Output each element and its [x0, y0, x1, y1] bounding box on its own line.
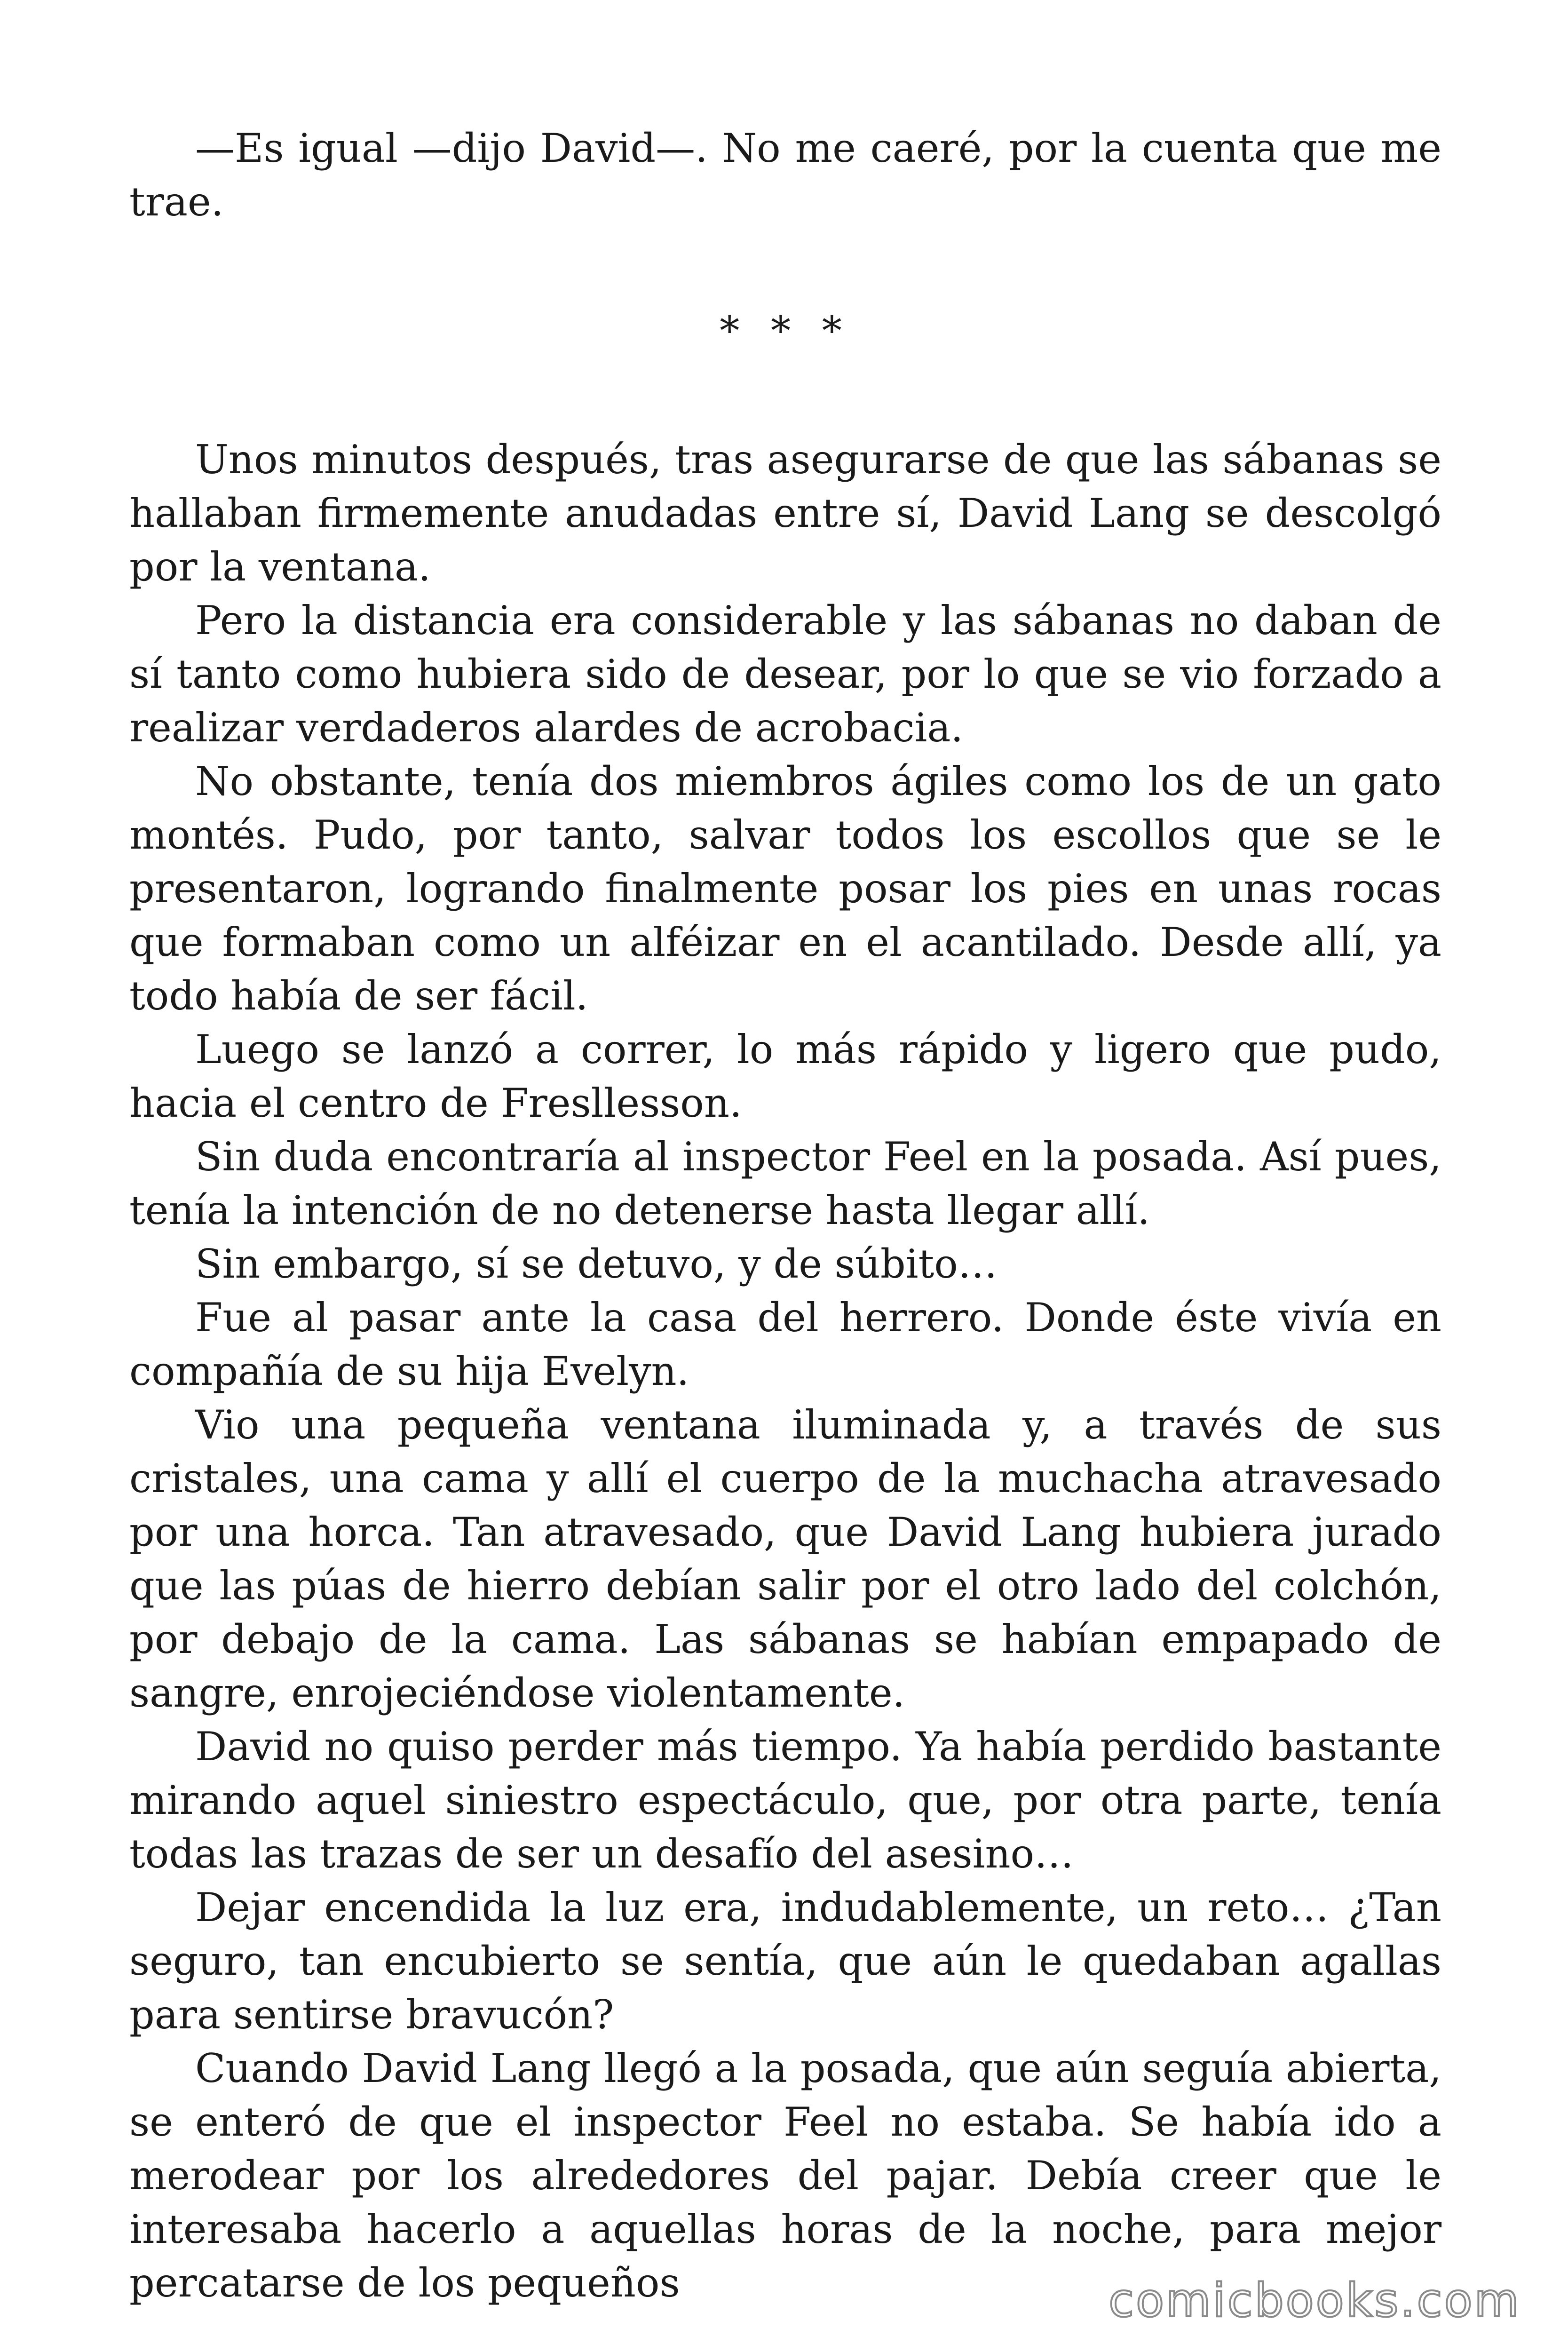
paragraph-10: David no quiso perder más tiempo. Ya había perdido bastante mirando aquel siniestro espectáculo, que, por otra parte, tenía todas las trazas de ser un desafío del asesino…	[129, 1724, 1441, 1877]
section-separator: * * *	[720, 308, 851, 354]
paragraph-4: No obstante, tenía dos miembros ágiles como los de un gato montés. Pudo, por tanto, salvar todos los escollos que se le presentaron, logrando finalmente posar los pies en unas rocas que formaban como un alféizar en el acantilado. Desde allí, ya todo había de ser fácil.	[129, 758, 1441, 1019]
paragraph-7: Sin embargo, sí se detuvo, y de súbito…	[195, 1241, 998, 1287]
text-body	[129, 121, 1441, 2310]
paragraph-1: —Es igual —dijo David—. No me caeré, por la cuenta que me trae.	[129, 125, 1441, 225]
paragraph-8: Fue al pasar ante la casa del herrero. Donde éste vivía en compañía de su hija Evelyn.	[129, 1295, 1441, 1394]
paragraph-12: Cuando David Lang llegó a la posada, que aún seguía abierta, se enteró de que el inspector Feel no estaba. Se había ido a merodear por los alrededores del pajar. Debía creer que le interesaba hacerlo a aquellas horas de la noche, para mejor percatarse de los pequeños	[129, 2045, 1441, 2306]
paragraph-3: Pero la distancia era considerable y las sábanas no daban de sí tanto como hubiera sido de desear, por lo que se vio forzado a realizar verdaderos alardes de acrobacia.	[129, 597, 1441, 751]
paragraph-2: Unos minutos después, tras asegurarse de que las sábanas se hallaban firmemente anudadas entre sí, David Lang se descolgó por la ventana.	[129, 437, 1441, 590]
watermark: comicbooks.com	[1109, 2274, 1521, 2328]
paragraph-11: Dejar encendida la luz era, indudablemente, un reto… ¿Tan seguro, tan encubierto se sentía, que aún le quedaban agallas para sentirse bravucón?	[129, 1884, 1441, 2038]
paragraph-9: Vio una pequeña ventana iluminada y, a través de sus cristales, una cama y allí el cuerpo de la muchacha atravesado por una horca. Tan atravesado, que David Lang hubiera jurado que las púas de hierro debían salir por el otro lado del colchón, por debajo de la cama. Las sábanas se habían empapado de sangre, enrojeciéndose violentamente.	[129, 1402, 1441, 1716]
paragraph-5: Luego se lanzó a correr, lo más rápido y ligero que pudo, hacia el centro de Fresllesson.	[129, 1026, 1441, 1126]
paragraph-6: Sin duda encontraría al inspector Feel en la posada. Así pues, tenía la intención de no detenerse hasta llegar allí.	[129, 1134, 1441, 1233]
